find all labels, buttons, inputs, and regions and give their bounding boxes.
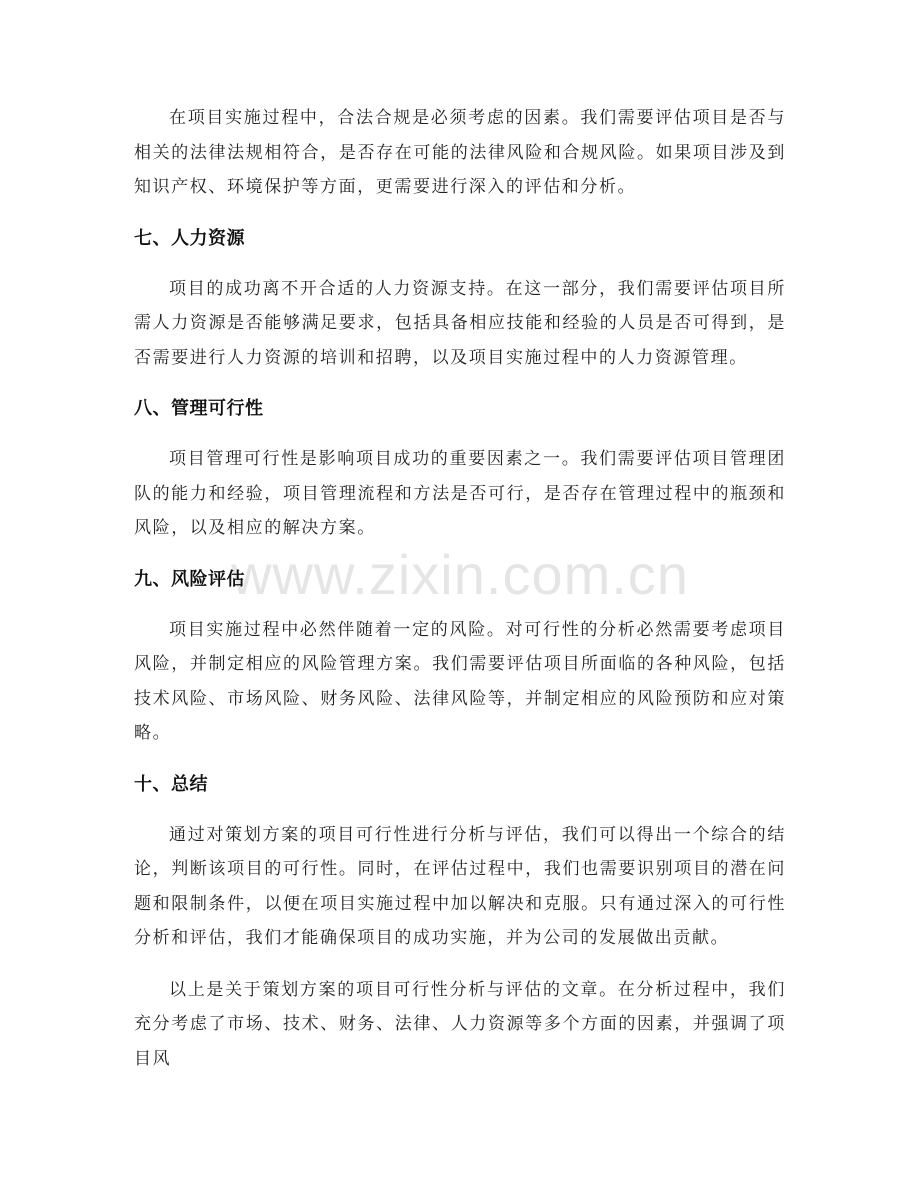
- heading-management-feasibility: 八、管理可行性: [134, 398, 264, 419]
- heading-human-resources: 七、人力资源: [134, 227, 245, 249]
- document-body: [134, 101, 786, 1076]
- watermark-text: www.zixin.com.cn: [231, 543, 689, 606]
- paragraph-conclusion: 以上是关于策划方案的项目可行性分析与评估的文章。在分析过程中，我们充分考虑了市场、技术、财务、法律、人力资源等多个方面的因素，并强调了项目风: [134, 979, 786, 1069]
- paragraph-management-feasibility: 项目管理可行性是影响项目成功的重要因素之一。我们需要评估项目管理团队的能力和经验，项目管理流程和方法是否可行，是否存在管理过程中的瓶颈和风险，以及相应的解决方案。: [134, 449, 786, 538]
- paragraph-risk-assessment: 项目实施过程中必然伴随着一定的风险。对可行性的分析必然需要考虑项目风险，并制定相应的风险管理方案。我们需要评估项目所面临的各种风险，包括技术风险、市场风险、财务风险、法律风险等，并制定相应的风险预防和应对策略。: [134, 619, 786, 743]
- paragraph-human-resources: 项目的成功离不开合适的人力资源支持。在这一部分，我们需要评估项目所需人力资源是否能够满足要求，包括具备相应技能和经验的人员是否可得到，是否需要进行人力资源的培训和招聘，以及项目实施过程中的人力资源管理。: [134, 278, 786, 368]
- paragraph-compliance: 在项目实施过程中，合法合规是必须考虑的因素。我们需要评估项目是否与相关的法律法规相符合，是否存在可能的法律风险和合规风险。如果项目涉及到知识产权、环境保护等方面，更需要进行深入的评估和分析。: [134, 108, 786, 197]
- paragraph-summary: 通过对策划方案的项目可行性进行分析与评估，我们可以得出一个综合的结论，判断该项目的可行性。同时，在评估过程中，我们也需要识别项目的潜在问题和限制条件，以便在项目实施过程中加以解决和克服。只有通过深入的可行性分析和评估，我们才能确保项目的成功实施，并为公司的发展做出贡献。: [134, 824, 786, 948]
- heading-summary: 十、总结: [134, 773, 208, 795]
- heading-risk-assessment: 九、风险评估: [134, 568, 245, 590]
